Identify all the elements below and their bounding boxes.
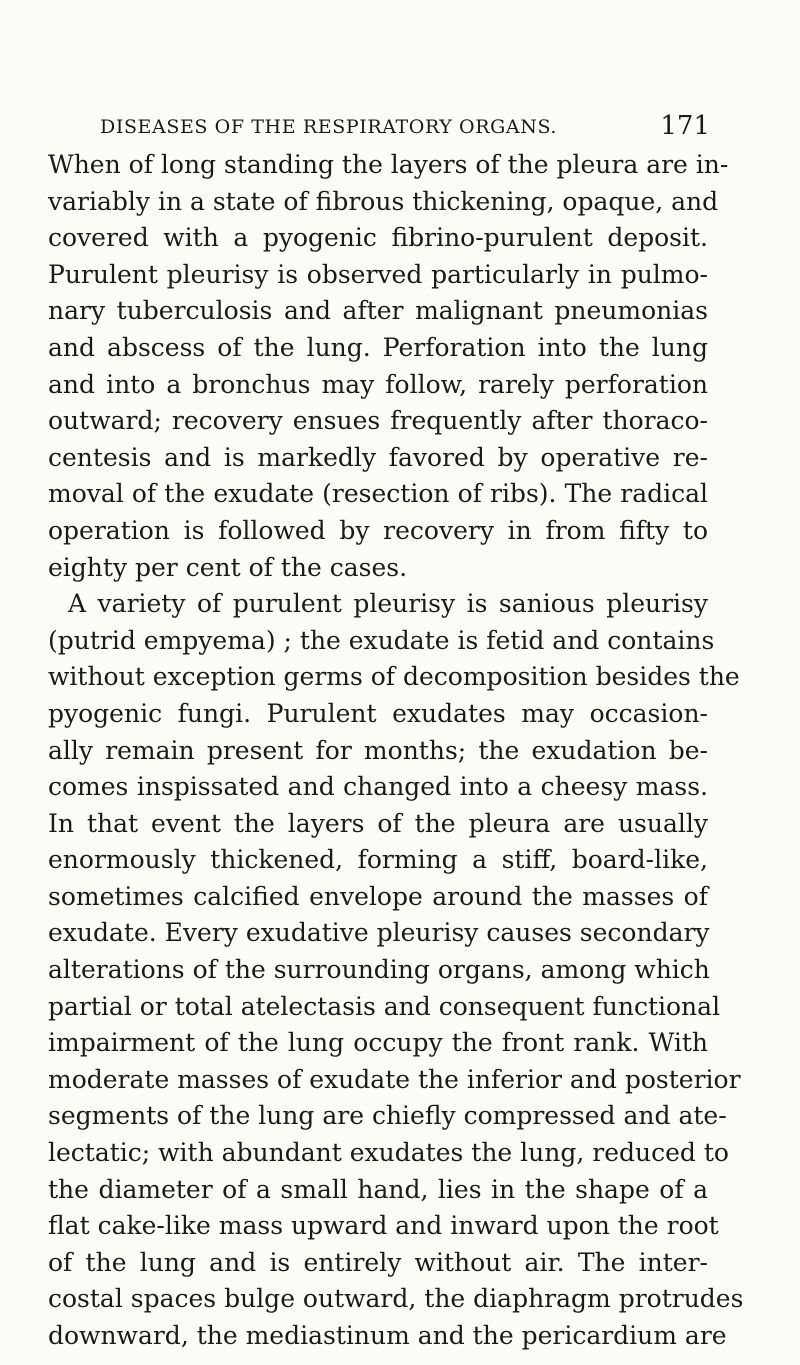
body-text [48,147,744,1355]
text-line: enormously thickened, forming a stiff, board-like, [48,845,708,875]
text-line: covered with a pyogenic fibrino-purulent deposit. [48,223,708,253]
text-line: variably in a state of fibrous thickening, opaque, and [48,186,719,216]
text-line: exudate. Every exudative pleurisy causes secondary [48,918,710,948]
text-line: moderate masses of exudate the inferior and posterior [48,1064,741,1094]
text-line: segments of the lung are chiefly compressed and ate- [48,1101,727,1131]
text-line: costal spaces bulge outward, the diaphragm protrudes [48,1284,744,1314]
text-line: (putrid empyema) ; the exudate is fetid and contains [48,625,715,655]
text-line: of the lung and is entirely without air. The inter- [48,1247,708,1277]
text-line: pyogenic fungi. Purulent exudates may occasion- [48,698,708,728]
text-line: sometimes calcified envelope around the masses of [48,881,708,911]
text-line: When of long standing the layers of the pleura are in- [48,150,729,179]
text-line: the diameter of a small hand, lies in the shape of a [48,1174,708,1204]
text-line: outward; recovery ensues frequently after thoraco- [48,406,708,436]
text-line: impairment of the lung occupy the front rank. With [48,1028,708,1058]
running-head [100,111,710,146]
text-line: nary tuberculosis and after malignant pneumonias [48,296,708,326]
paragraph-start-line: A variety of purulent pleurisy is sanious pleurisy [68,589,708,619]
text-line: eighty per cent of the cases. [48,552,408,582]
text-line: comes inspissated and changed into a cheesy mass. [48,772,708,802]
text-line: centesis and is markedly favored by operative re- [48,442,708,472]
text-line: moval of the exudate (resection of ribs). The radical [48,479,708,509]
page-number: 171 [660,111,710,141]
text-line: and into a bronchus may follow, rarely perforation [48,369,708,399]
text-line: In that event the layers of the pleura are usually [48,808,708,838]
text-line: alterations of the surrounding organs, among which [48,955,710,985]
text-line: partial or total atelectasis and consequent functional [48,991,721,1021]
text-line: operation is followed by recovery in from fifty to [48,515,708,545]
text-line: flat cake-like mass upward and inward upon the root [48,1211,719,1241]
text-line: and abscess of the lung. Perforation into the lung [48,332,708,362]
text-line: without exception germs of decomposition besides the [48,662,740,692]
text-line: Purulent pleurisy is observed particularly in pulmo- [48,259,708,289]
text-line: lectatic; with abundant exudates the lung, reduced to [48,1138,729,1168]
running-title: DISEASES OF THE RESPIRATORY ORGANS. [100,116,558,138]
text-line: ally remain present for months; the exudation be- [48,735,708,765]
text-line: downward, the mediastinum and the pericardium are [48,1321,727,1350]
